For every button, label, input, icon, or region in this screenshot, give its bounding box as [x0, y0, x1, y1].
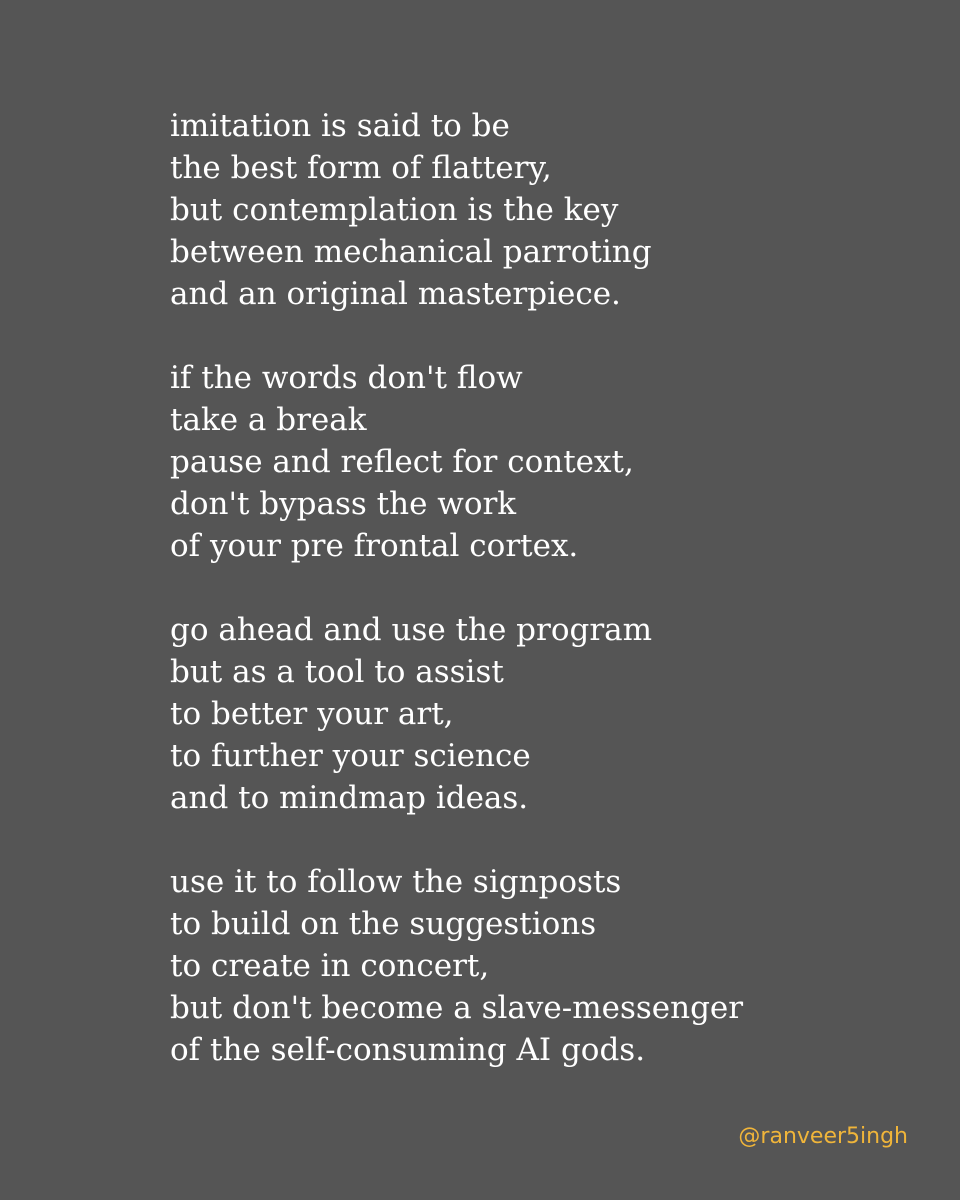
poem-line: and an original masterpiece. — [170, 276, 621, 312]
stanza-3 — [170, 609, 930, 819]
author-handle: @ranveer5ingh — [738, 1124, 908, 1149]
poem-line: but as a tool to assist — [170, 654, 504, 690]
stanza-2 — [170, 357, 930, 567]
poem-line: pause and reflect for context, — [170, 444, 634, 480]
poem-line: take a break — [170, 402, 367, 438]
poem-line: don't bypass the work — [170, 486, 517, 522]
poem-line: use it to follow the signposts — [170, 864, 622, 900]
poem-line: and to mindmap ideas. — [170, 780, 529, 816]
poem-line: go ahead and use the program — [170, 612, 653, 648]
poem-line: but contemplation is the key — [170, 192, 619, 228]
stanza-4 — [170, 861, 930, 1071]
poem-line: of your pre frontal cortex. — [170, 528, 579, 564]
poem-line: between mechanical parroting — [170, 234, 652, 270]
poem-body — [170, 105, 930, 1113]
poem-line: but don't become a slave-messenger — [170, 990, 744, 1026]
poem-line: the best form of flattery, — [170, 150, 552, 186]
poem-line: imitation is said to be — [170, 108, 510, 144]
poem-line: to create in concert, — [170, 948, 490, 984]
poem-line: to better your art, — [170, 696, 454, 732]
stanza-1 — [170, 105, 930, 315]
poem-line: to further your science — [170, 738, 531, 774]
poem-line: of the self-consuming AI gods. — [170, 1032, 646, 1068]
poem-line: if the words don't flow — [170, 360, 523, 396]
poem-line: to build on the suggestions — [170, 906, 597, 942]
